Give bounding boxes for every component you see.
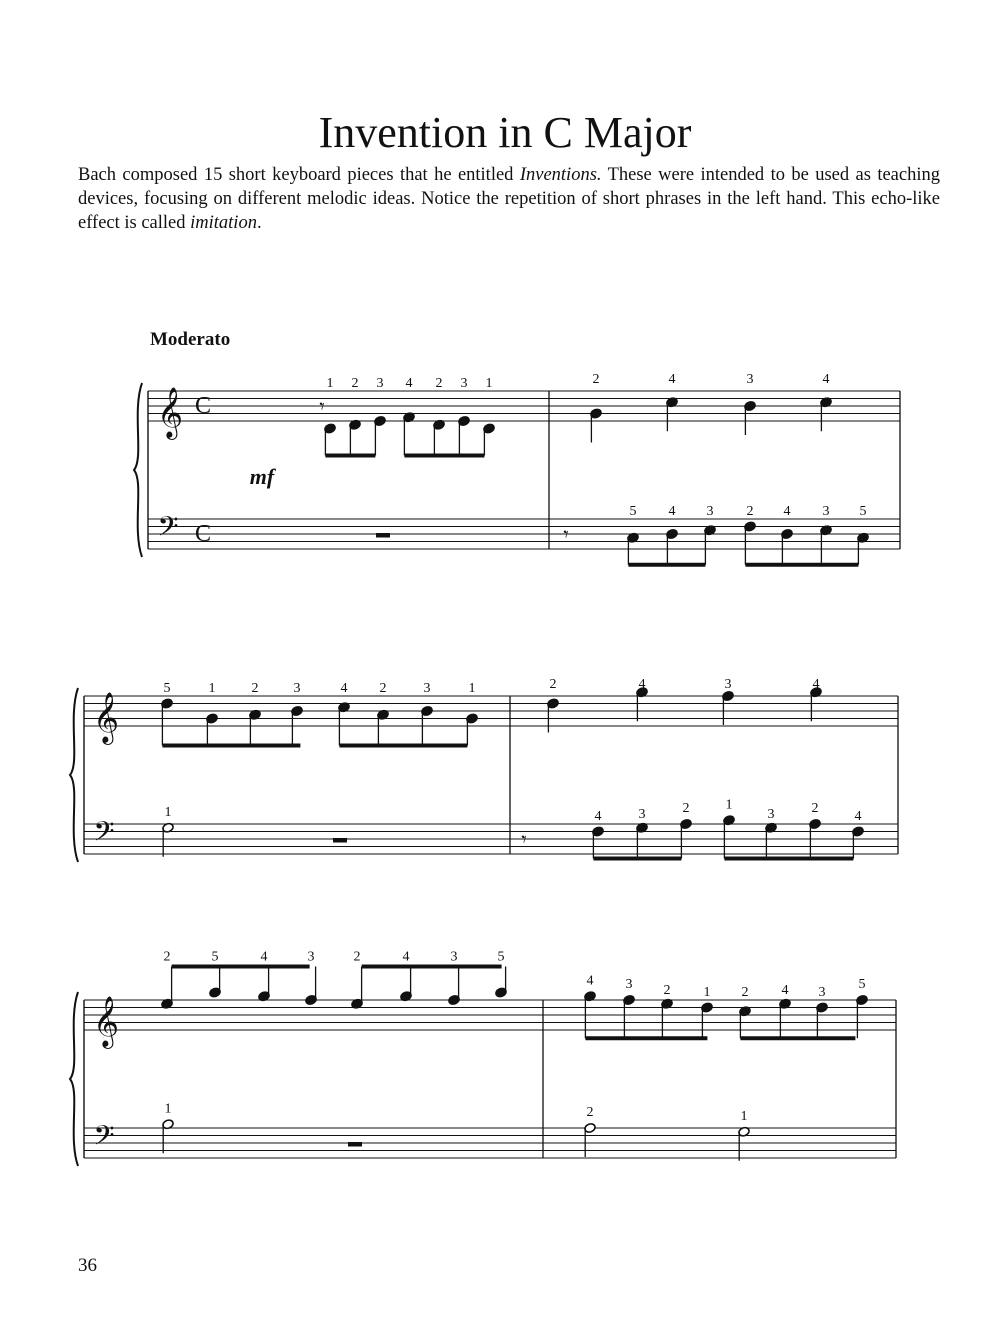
bass-fingering: 1 — [725, 797, 733, 813]
treble-fingering: 3 — [625, 977, 633, 992]
treble-fingering: 3 — [450, 949, 458, 965]
bass-whole-rest-icon — [333, 838, 347, 843]
bass-fingering: 2 — [682, 801, 690, 816]
treble-fingering: 2 — [351, 376, 359, 391]
brace-icon — [70, 992, 78, 1166]
treble-fingering: 4 — [812, 677, 820, 692]
treble-fingering: 1 — [326, 376, 334, 391]
intro-text-2: These were intended to be used as teaching devices, focusing on different melodic ideas. Notice the repetition of short phrases in the left hand. This echo-like effect is called — [78, 165, 940, 233]
treble-fingering: 1 — [468, 681, 476, 696]
treble-fingering: 4 — [586, 973, 594, 989]
treble-fingering: 2 — [353, 949, 361, 965]
treble-fingering: 2 — [251, 681, 259, 696]
treble-fingering: 4 — [260, 949, 268, 965]
bass-fingering: 5 — [629, 504, 637, 519]
bass-fingering: 3 — [822, 504, 830, 519]
treble-fingering: 3 — [307, 949, 315, 965]
intro-term-inventions: Inventions. — [519, 165, 602, 185]
treble-fingering: 3 — [423, 681, 431, 696]
treble-clef-icon: 𝄞 — [92, 997, 120, 1046]
treble-fingering: 1 — [485, 376, 493, 391]
bass-fingering: 3 — [706, 504, 714, 519]
bass-clef-icon: 𝄢 — [93, 1122, 115, 1158]
bass-fingering: 4 — [668, 504, 676, 519]
treble-fingering: 1 — [703, 985, 711, 1000]
treble-fingering: 4 — [340, 681, 348, 696]
treble-fingering: 3 — [293, 681, 301, 696]
bass-fingering: 1 — [164, 804, 172, 820]
treble-fingering: 2 — [163, 949, 171, 965]
piece-title: Invention in C Major — [318, 108, 692, 158]
treble-fingering: 2 — [379, 681, 387, 696]
treble-fingering: 2 — [549, 677, 557, 692]
bass-fingering: 3 — [638, 806, 646, 822]
bass-whole-rest-icon — [376, 533, 390, 538]
bass-clef-icon: 𝄢 — [93, 818, 115, 854]
bass-eighth-rest-icon: 𝄾 — [521, 829, 527, 851]
bass-fingering: 4 — [594, 809, 602, 824]
treble-fingering: 4 — [405, 376, 413, 391]
bass-fingering: 2 — [811, 801, 819, 816]
treble-fingering: 3 — [460, 376, 468, 391]
dynamic-marking: mf — [249, 464, 275, 489]
bass-fingering: 1 — [740, 1108, 748, 1124]
bass-clef-icon: 𝄢 — [157, 513, 179, 549]
bass-whole-rest-icon — [348, 1142, 362, 1147]
bass-fingering: 3 — [767, 806, 775, 822]
treble-fingering: 5 — [497, 949, 505, 965]
bass-fingering: 4 — [854, 809, 862, 824]
treble-fingering: 3 — [818, 985, 826, 1000]
treble-clef-icon: 𝄞 — [92, 693, 120, 742]
brace-icon — [70, 688, 78, 862]
treble-fingering: 2 — [435, 376, 443, 391]
treble-fingering: 4 — [668, 372, 676, 387]
treble-fingering: 4 — [402, 949, 410, 965]
treble-fingering: 2 — [741, 985, 749, 1000]
bass-eighth-rest-icon: 𝄾 — [563, 524, 569, 546]
treble-fingering: 4 — [822, 372, 830, 387]
treble-fingering: 3 — [724, 677, 732, 692]
treble-fingering: 5 — [163, 681, 171, 696]
intro-text-1: Bach composed 15 short keyboard pieces that he entitled — [78, 165, 520, 185]
bass-fingering: 2 — [746, 504, 754, 519]
brace-icon — [134, 383, 142, 557]
treble-fingering: 3 — [376, 376, 384, 391]
bass-fingering: 1 — [164, 1101, 172, 1117]
bass-fingering: 2 — [586, 1105, 594, 1120]
tempo-marking: Moderato — [150, 329, 231, 350]
treble-fingering: 4 — [638, 677, 646, 692]
time-signature-bass: C — [194, 521, 212, 547]
page-number: 36 — [78, 1255, 97, 1276]
treble-fingering: 5 — [211, 949, 219, 965]
treble-fingering: 4 — [781, 982, 789, 998]
intro-text-3: . — [256, 213, 262, 233]
bass-fingering: 4 — [783, 504, 791, 519]
treble-clef-icon: 𝄞 — [156, 388, 184, 437]
time-signature-treble: C — [194, 393, 212, 419]
treble-fingering: 2 — [663, 982, 671, 998]
treble-fingering: 1 — [208, 681, 216, 696]
intro-term-imitation: imitation — [190, 213, 257, 233]
treble-fingering: 5 — [858, 977, 866, 992]
treble-fingering: 2 — [592, 372, 600, 387]
bass-fingering: 5 — [859, 504, 867, 519]
treble-eighth-rest-icon: 𝄾 — [319, 396, 325, 418]
treble-fingering: 3 — [746, 372, 754, 387]
